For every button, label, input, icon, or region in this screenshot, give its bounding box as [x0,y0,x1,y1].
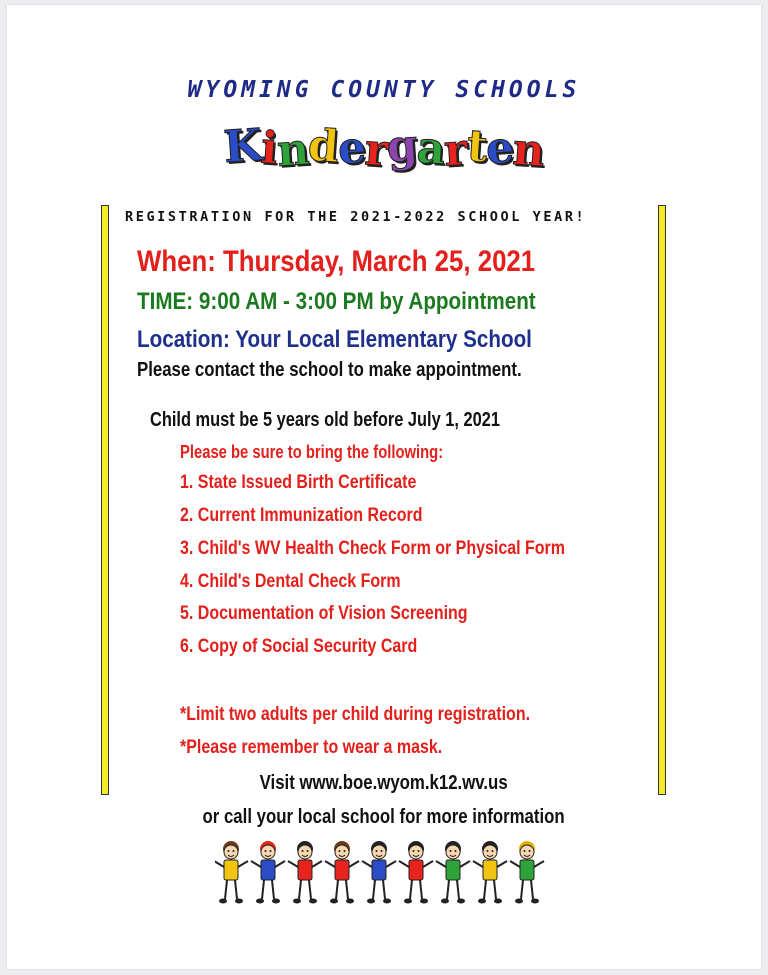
child-figure [510,841,544,904]
logo-letter: e [484,122,515,175]
children-clipart [215,837,555,915]
school-district-title: WYOMING COUNTY SCHOOLS [187,77,581,103]
bring-intro: Please be sure to bring the following: [180,441,444,462]
logo-letter: t [464,120,488,173]
child-figure [251,841,285,904]
call-school-text: or call your local school for more information [202,806,566,828]
logo-letter: e [336,122,367,175]
contact-instruction: Please contact the school to make appointment. [137,359,522,381]
requirement-item: 6. Copy of Social Security Card [180,635,418,657]
adult-limit-note: *Limit two adults per child during registration. [180,703,531,725]
logo-letter: r [442,124,469,177]
visit-website-text: Visit www.boe.wyom.k12.wv.us [259,772,509,794]
logo-letter: a [415,122,447,175]
requirement-item: 5. Documentation of Vision Screening [180,602,468,624]
event-time: TIME: 9:00 AM - 3:00 PM by Appointment [137,288,536,315]
child-figure [473,841,507,904]
child-figure [362,841,396,904]
kindergarten-logo [7,119,761,178]
registration-heading: REGISTRATION FOR THE 2021-2022 SCHOOL YEAR! [125,209,587,225]
age-requirement: Child must be 5 years old before July 1, 2021 [150,409,500,431]
child-figure [399,841,433,904]
requirement-item: 2. Current Immunization Record [180,504,423,526]
requirement-item: 3. Child's WV Health Check Form or Physical Form [180,537,565,559]
visit-website-line [7,772,761,795]
requirement-item: 1. State Issued Birth Certificate [180,471,417,493]
mask-note: *Please remember to wear a mask. [180,736,443,758]
event-date: When: Thursday, March 25, 2021 [137,245,536,278]
child-figure [215,841,248,904]
child-figure [325,841,359,904]
logo-letter: n [275,123,310,178]
logo-letter: i [259,122,279,175]
left-yellow-bar [101,205,109,795]
flyer-page [7,5,761,969]
child-figure [436,841,470,904]
logo-letter: n [510,123,546,178]
logo-letter: r [362,124,389,177]
logo-letter: K [222,119,263,174]
event-location: Location: Your Local Elementary School [137,326,532,353]
requirement-item: 4. Child's Dental Check Form [180,570,401,592]
right-yellow-bar [658,205,666,795]
logo-letter: d [306,120,340,173]
call-school-line [7,806,761,829]
child-figure [288,841,322,904]
logo-letter: g [385,120,419,173]
